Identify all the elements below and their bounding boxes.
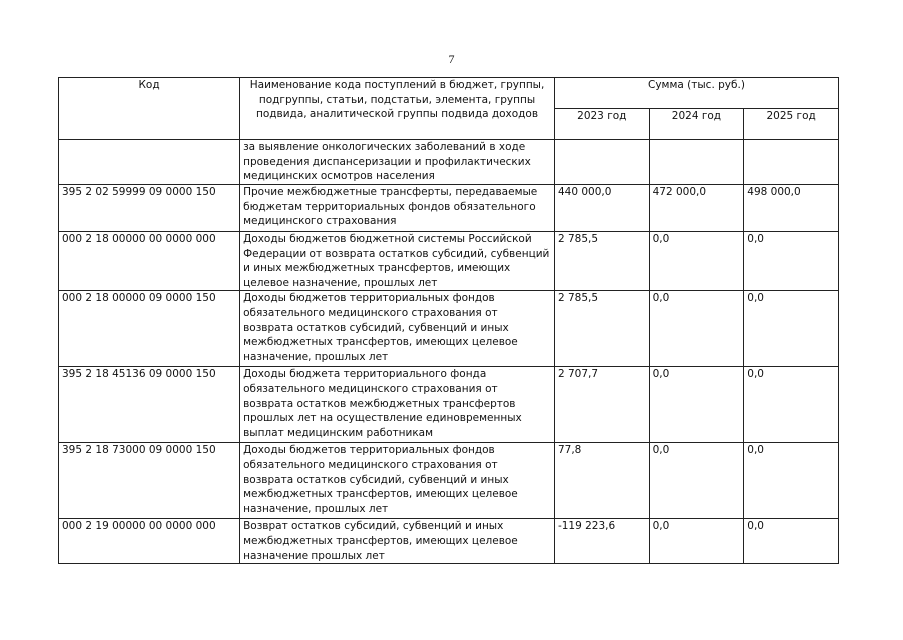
cell-2024 <box>649 140 744 185</box>
cell-code: 000 2 19 00000 00 0000 000 <box>59 519 240 564</box>
cell-2025: 0,0 <box>744 367 839 443</box>
cell-name: за выявление онкологических заболеваний в ходе проведения диспансеризации и профилактических медицинских осмотров населения <box>240 140 555 185</box>
cell-2023 <box>554 140 649 185</box>
cell-2025: 0,0 <box>744 519 839 564</box>
table-row <box>59 232 839 291</box>
cell-2025: 498 000,0 <box>744 185 839 232</box>
cell-name: Доходы бюджета территориального фонда обязательного медицинского страхования от возврата остатков межбюджетных трансфертов прошлых лет на осуществление единовременных выплат медицинским работникам <box>240 367 555 443</box>
cell-2024: 0,0 <box>649 519 744 564</box>
cell-2023: 440 000,0 <box>554 185 649 232</box>
header-year-2024: 2024 год <box>649 109 744 140</box>
header-name: Наименование кода поступлений в бюджет, группы, подгруппы, статьи, подстатьи, элемента, группы подвида, аналитической группы подвида доходов <box>240 78 555 140</box>
table-row <box>59 443 839 519</box>
cell-2025: 0,0 <box>744 443 839 519</box>
cell-2025: 0,0 <box>744 232 839 291</box>
table-row <box>59 291 839 367</box>
cell-2024: 0,0 <box>649 367 744 443</box>
cell-code: 395 2 18 45136 09 0000 150 <box>59 367 240 443</box>
cell-2024: 472 000,0 <box>649 185 744 232</box>
cell-name: Доходы бюджетов бюджетной системы Российской Федерации от возврата остатков субсидий, субвенций и иных межбюджетных трансфертов, имеющих целевое назначение, прошлых лет <box>240 232 555 291</box>
cell-2024: 0,0 <box>649 443 744 519</box>
cell-name: Возврат остатков субсидий, субвенций и иных межбюджетных трансфертов, имеющих целевое назначение прошлых лет <box>240 519 555 564</box>
table-row <box>59 367 839 443</box>
cell-code: 000 2 18 00000 00 0000 000 <box>59 232 240 291</box>
cell-2025: 0,0 <box>744 291 839 367</box>
header-code: Код <box>59 78 240 140</box>
cell-2025 <box>744 140 839 185</box>
cell-2023: 2 785,5 <box>554 291 649 367</box>
header-year-2025: 2025 год <box>744 109 839 140</box>
cell-code: 000 2 18 00000 09 0000 150 <box>59 291 240 367</box>
table-row <box>59 185 839 232</box>
cell-2023: 2 785,5 <box>554 232 649 291</box>
cell-2023: -119 223,6 <box>554 519 649 564</box>
cell-code: 395 2 02 59999 09 0000 150 <box>59 185 240 232</box>
table-row <box>59 519 839 564</box>
cell-code <box>59 140 240 185</box>
cell-2024: 0,0 <box>649 232 744 291</box>
table-header-row <box>59 78 839 109</box>
header-year-2023: 2023 год <box>554 109 649 140</box>
cell-name: Доходы бюджетов территориальных фондов обязательного медицинского страхования от возврата остатков субсидий, субвенций и иных межбюджетных трансфертов, имеющих целевое назначение, прошлых лет <box>240 291 555 367</box>
budget-revenue-table <box>58 77 839 564</box>
cell-name: Доходы бюджетов территориальных фондов обязательного медицинского страхования от возврата остатков субсидий, субвенций и иных межбюджетных трансфертов, имеющих целевое назначение, прошлых лет <box>240 443 555 519</box>
cell-code: 395 2 18 73000 09 0000 150 <box>59 443 240 519</box>
header-sum: Сумма (тыс. руб.) <box>554 78 838 109</box>
page-number: 7 <box>448 52 455 66</box>
cell-2023: 77,8 <box>554 443 649 519</box>
cell-name: Прочие межбюджетные трансферты, передаваемые бюджетам территориальных фондов обязательного медицинского страхования <box>240 185 555 232</box>
table-row <box>59 140 839 185</box>
cell-2023: 2 707,7 <box>554 367 649 443</box>
cell-2024: 0,0 <box>649 291 744 367</box>
